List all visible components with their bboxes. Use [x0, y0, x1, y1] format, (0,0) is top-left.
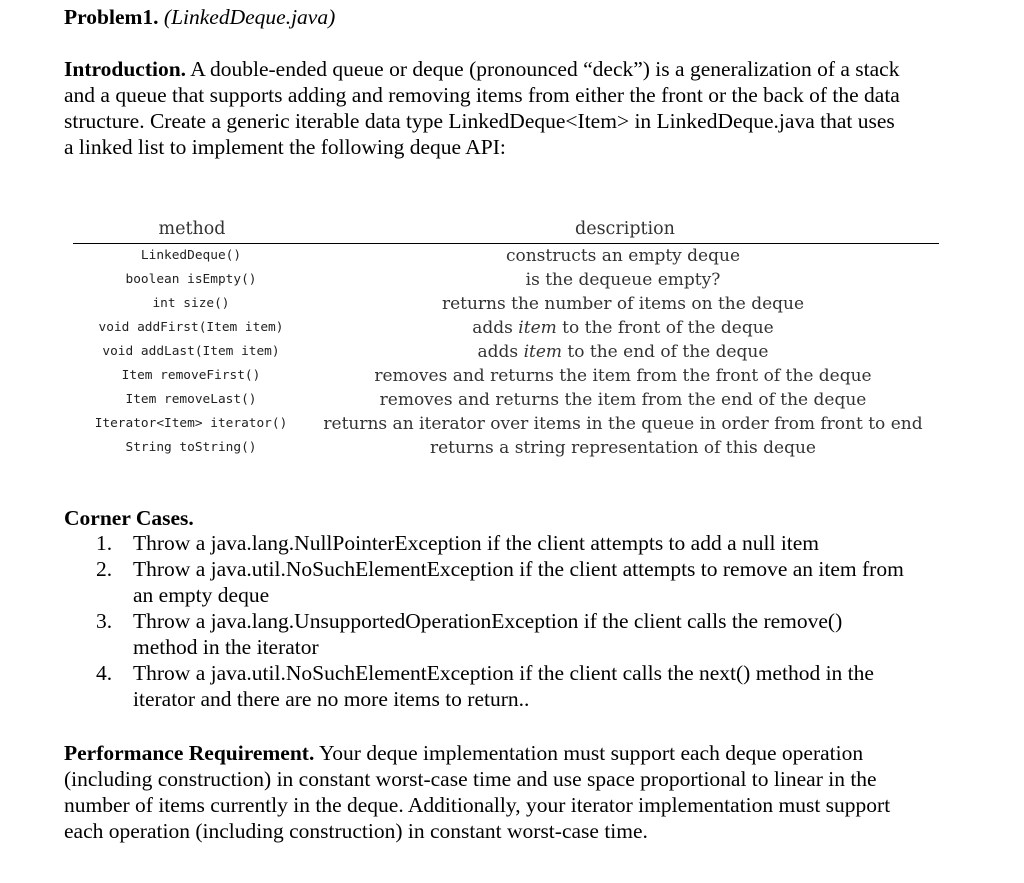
table-row: [0, 340, 1024, 364]
table-header-method: method: [158, 219, 226, 239]
list-number: 3.: [96, 609, 113, 633]
table-row: [0, 364, 1024, 388]
table-row: [0, 292, 1024, 316]
list-item: 1. Throw a java.lang.NullPointerException if the client attempts to add a null item: [96, 531, 820, 555]
performance-line: number of items currently in the deque. Additionally, your iterator implementation must support: [64, 793, 891, 817]
list-item: 3. Throw a java.lang.UnsupportedOperationException if the client calls the remove() method in the iterator: [96, 609, 843, 659]
description-cell: constructs an empty deque: [505, 246, 741, 266]
table-row: [0, 412, 1024, 436]
description-cell: adds item to the front of the deque: [472, 318, 774, 338]
intro-line: structure. Create a generic iterable data type LinkedDeque<Item> in LinkedDeque.java that uses: [64, 109, 895, 133]
description-cell: is the dequeue empty?: [525, 270, 721, 290]
description-cell: returns a string representation of this deque: [430, 438, 816, 458]
method-cell: void addLast(Item item): [102, 344, 280, 359]
intro-paragraph: [64, 56, 964, 160]
description-cell: removes and returns the item from the end of the deque: [379, 390, 867, 410]
performance-line: (including construction) in constant worst-case time and use space proportional to linear in the: [64, 767, 877, 791]
intro-heading: Introduction.: [64, 57, 187, 81]
table-row: [0, 388, 1024, 412]
description-cell: removes and returns the item from the front of the deque: [374, 366, 872, 386]
corner-cases-list: [96, 530, 976, 712]
table-row: [0, 316, 1024, 340]
intro-line: and a queue that supports adding and removing items from either the front or the back of the data: [64, 83, 900, 107]
table-row: [0, 244, 1024, 268]
method-cell: Item removeLast(): [125, 392, 257, 407]
param-item: item: [518, 318, 557, 338]
api-table-body: [0, 244, 1024, 460]
list-number: 1.: [96, 531, 113, 555]
corner-cases-heading: Corner Cases.: [64, 506, 194, 530]
method-cell: boolean isEmpty(): [125, 272, 257, 287]
description-cell: adds item to the end of the deque: [477, 342, 769, 362]
intro-line: a linked list to implement the following deque API:: [64, 135, 506, 159]
table-row: [0, 268, 1024, 292]
problem-file: (LinkedDeque.java): [163, 5, 336, 29]
param-item: item: [523, 342, 563, 362]
method-cell: Item removeFirst(): [121, 368, 261, 383]
description-cell: returns the number of items on the deque: [441, 294, 805, 314]
method-cell: String toString(): [125, 440, 257, 455]
method-cell: LinkedDeque(): [140, 248, 242, 263]
description-cell: returns an iterator over items in the queue in order from front to end: [323, 414, 923, 434]
performance-line: each operation (including construction) in constant worst-case time.: [64, 819, 648, 843]
list-number: 4.: [96, 661, 113, 685]
performance-line: Performance Requirement. Your deque implementation must support each deque operation: [64, 741, 864, 765]
method-cell: void addFirst(Item item): [98, 320, 284, 335]
table-header-description: description: [575, 219, 675, 239]
list-item: 2. Throw a java.util.NoSuchElementException if the client attempts to remove an item from an empty deque: [96, 557, 904, 607]
performance-heading: Performance Requirement.: [64, 741, 315, 765]
intro-line: Introduction. A double-ended queue or deque (pronounced “deck”) is a generalization of a stack: [64, 57, 900, 81]
problem-label: Problem1.: [64, 5, 159, 29]
list-number: 2.: [96, 557, 113, 581]
problem-title: [64, 4, 335, 30]
table-row: [0, 436, 1024, 460]
method-cell: int size(): [152, 296, 230, 311]
method-cell: Iterator<Item> iterator(): [94, 416, 288, 431]
list-item: 4. Throw a java.util.NoSuchElementException if the client calls the next() method in the iterator and there are no more items to return..: [96, 661, 874, 711]
performance-paragraph: [64, 740, 964, 844]
